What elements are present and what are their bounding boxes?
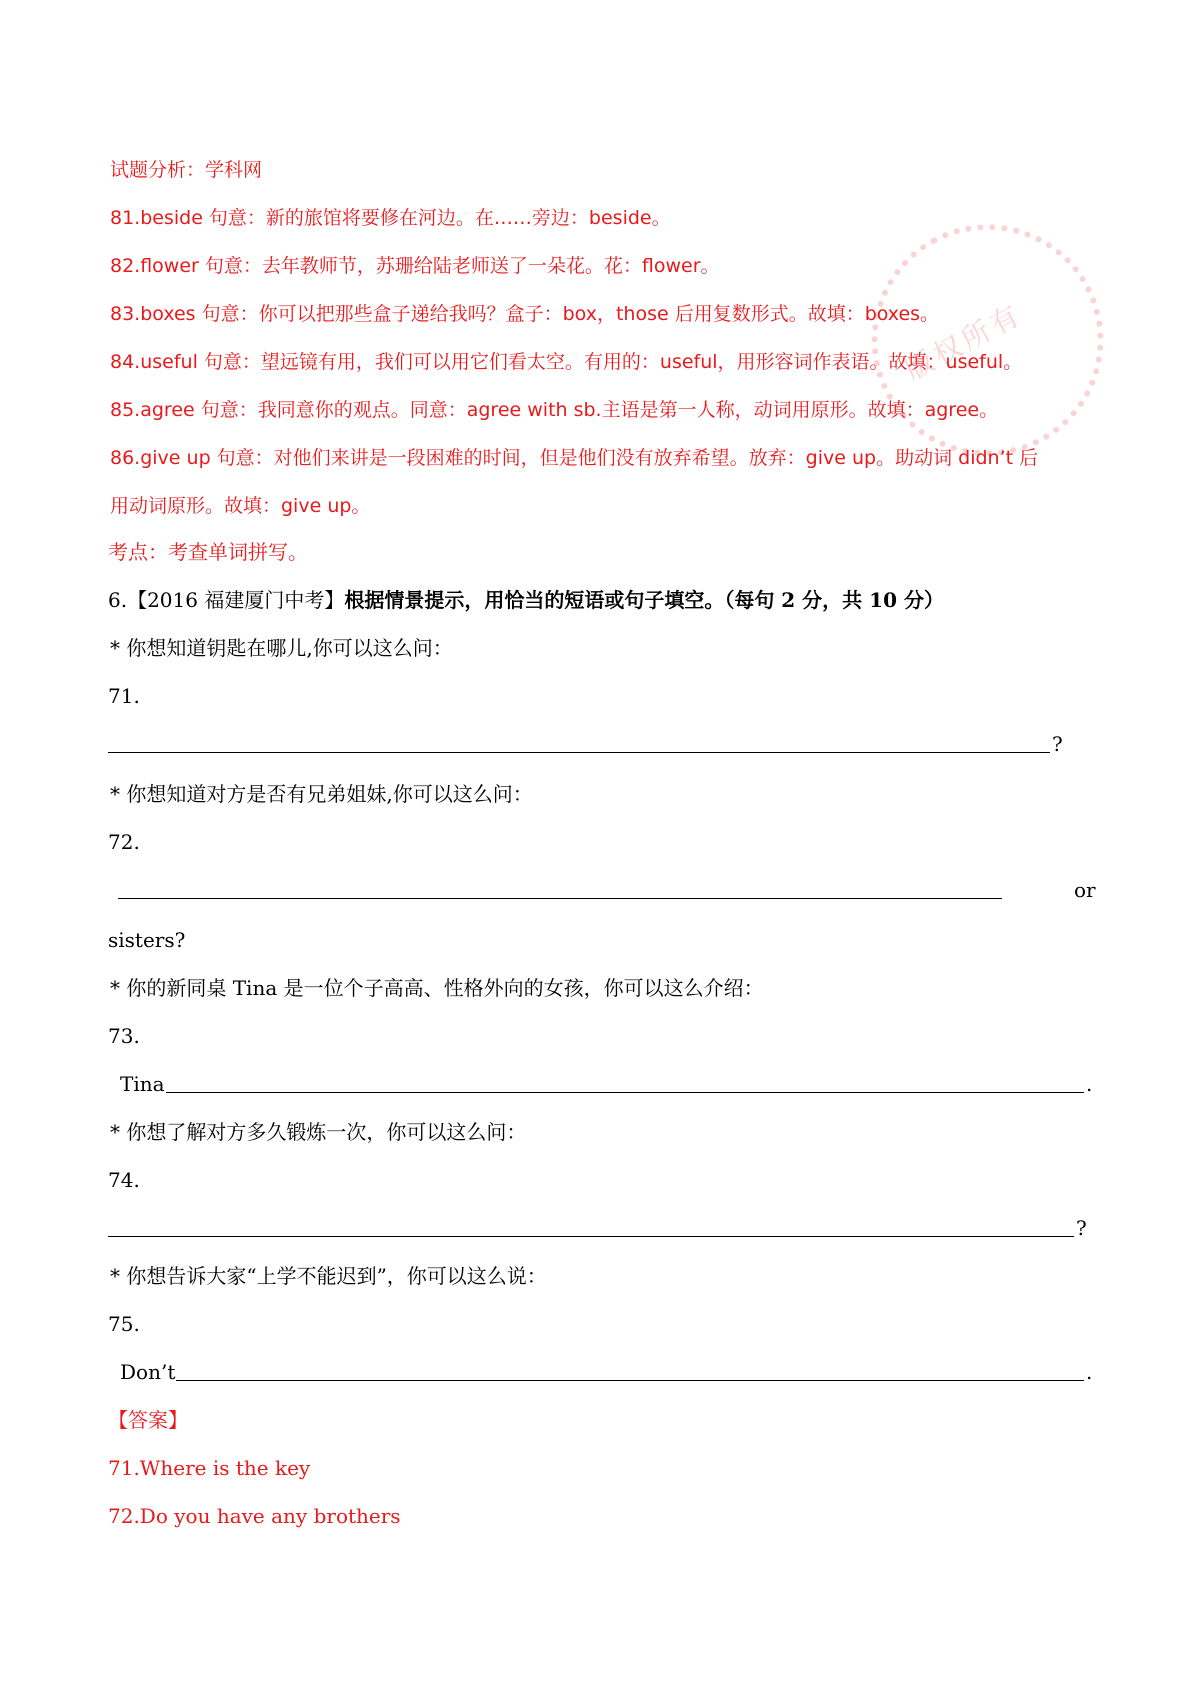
blank-suffix-74: ?: [1076, 1216, 1087, 1240]
prompt-hint-75: * 你想告诉大家“上学不能迟到”，你可以这么说：: [110, 1264, 547, 1288]
answer-blank-75[interactable]: [176, 1380, 1084, 1381]
prompt-number-75: 75.: [108, 1312, 140, 1336]
blank-prefix-75: Don’t: [120, 1360, 176, 1384]
prompt-number-73: 73.: [108, 1024, 140, 1048]
blank-suffix-73: .: [1086, 1072, 1093, 1096]
prompt-hint-74: * 你想了解对方多久锻炼一次，你可以这么问：: [110, 1120, 527, 1144]
analysis-heading: 试题分析：学科网: [110, 159, 263, 181]
watermark-text: 版权所有: [899, 297, 1028, 387]
answer-blank-71[interactable]: [108, 752, 1050, 753]
question-header: [108, 586, 944, 614]
prompt-number-72: 72.: [108, 830, 140, 854]
answer-item-72: 72.Do you have any brothers: [108, 1504, 401, 1528]
question-source: 6.【2016 福建厦门中考】: [108, 588, 345, 612]
prompt-number-71: 71.: [108, 684, 140, 708]
analysis-item-85: 85.agree 句意：我同意你的观点。同意：agree with sb.主语是第一人称，动词用原形。故填：agree。: [110, 399, 999, 421]
answer-blank-72[interactable]: [118, 898, 1002, 899]
prompt-hint-72: * 你想知道对方是否有兄弟姐妹,你可以这么问：: [110, 782, 533, 806]
blank-suffix-71: ?: [1052, 732, 1063, 756]
watermark-stamp: [768, 148, 1181, 532]
analysis-item-83: 83.boxes 句意：你可以把那些盒子递给我吗？盒子：box，those 后用复数形式。故填：boxes。: [110, 303, 940, 325]
answer-blank-73[interactable]: [166, 1092, 1084, 1093]
prompt-hint-73: * 你的新同桌 Tina 是一位个子高高、性格外向的女孩，你可以这么介绍：: [110, 976, 764, 1000]
analysis-item-81: 81.beside 句意：新的旅馆将要修在河边。在……旁边：beside。: [110, 207, 671, 229]
answer-item-71: 71.Where is the key: [108, 1456, 311, 1480]
analysis-item-86-cont: 用动词原形。故填：give up。: [110, 495, 371, 517]
analysis-item-82: 82.flower 句意：去年教师节，苏珊给陆老师送了一朵花。花：flower。: [110, 255, 720, 277]
blank-suffix-72-cont: sisters?: [108, 928, 186, 952]
answer-label: 【答案】: [108, 1408, 188, 1432]
prompt-hint-71: * 你想知道钥匙在哪儿,你可以这么问：: [110, 636, 453, 660]
kaodian: 考点：考查单词拼写。: [108, 540, 308, 564]
blank-prefix-73: Tina: [120, 1072, 165, 1096]
answer-blank-74[interactable]: [108, 1236, 1074, 1237]
analysis-item-86: 86.give up 句意：对他们来讲是一段困难的时间，但是他们没有放弃希望。放弃：give up。助动词 didn’t 后: [110, 447, 1039, 469]
blank-suffix-75: .: [1086, 1360, 1093, 1384]
blank-suffix-72: or: [1074, 878, 1096, 902]
question-instruction: 根据情景提示，用恰当的短语或句子填空。（每句 2 分，共 10 分）: [344, 588, 944, 612]
prompt-number-74: 74.: [108, 1168, 140, 1192]
analysis-item-84: 84.useful 句意：望远镜有用，我们可以用它们看太空。有用的：useful，用形容词作表语。故填：useful。: [110, 351, 1023, 373]
